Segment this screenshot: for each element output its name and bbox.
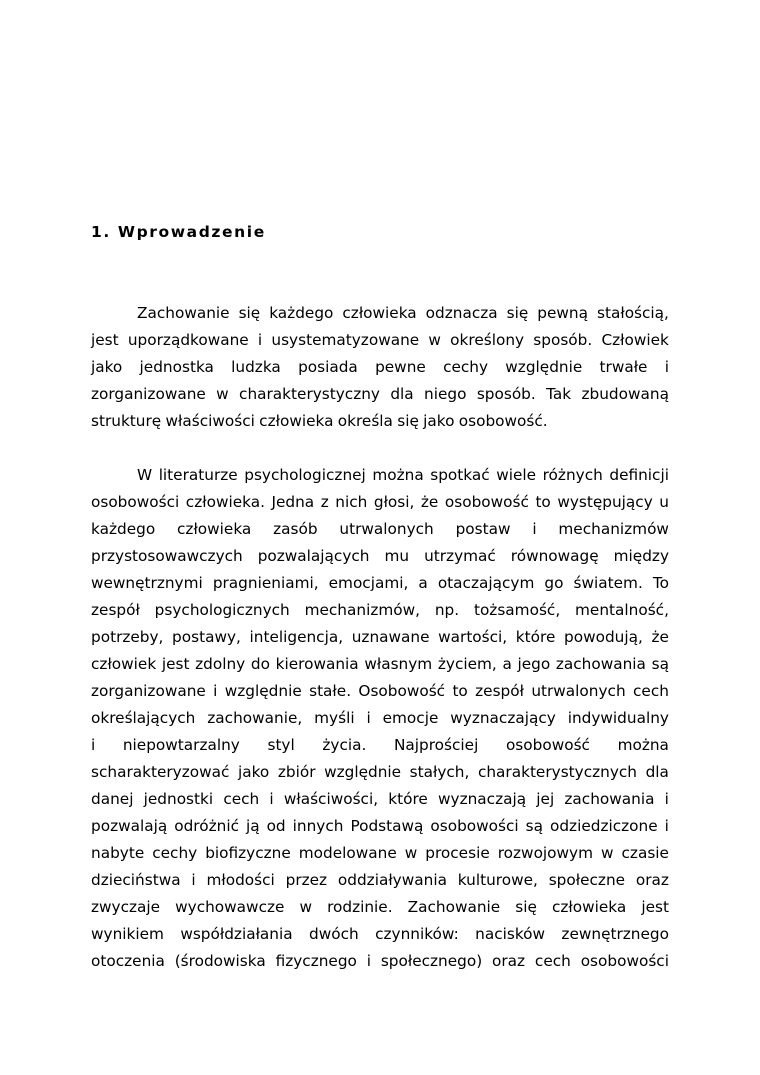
text-line: Zachowanie się każdego człowieka odznacza się pewną stałością,	[137, 304, 669, 322]
text-line: każdego człowieka zasób utrwalonych postaw i mechanizmów	[91, 520, 669, 538]
text-line: zorganizowane i względnie stałe. Osobowość to zespół utrwalonych cech	[91, 682, 669, 700]
text-line: zwyczaje wychowawcze w rodzinie. Zachowanie się człowieka jest	[91, 898, 669, 916]
text-line: pozwalają odróżnić ją od innych Podstawą osobowości są odziedziczone i	[91, 817, 669, 835]
text-line: scharakteryzować jako zbiór względnie stałych, charakterystycznych dla	[91, 763, 669, 781]
text-line: człowiek jest zdolny do kierowania własnym życiem, a jego zachowania są	[91, 655, 669, 673]
text-line: danej jednostki cech i właściwości, które wyznaczają jej zachowania i	[91, 790, 669, 808]
text-line: przystosowawczych pozwalających mu utrzymać równowagę między	[91, 547, 669, 565]
text-line: określających zachowanie, myśli i emocje wyznaczający indywidualny	[91, 709, 669, 727]
text-line: jako jednostka ludzka posiada pewne cechy względnie trwałe i	[91, 358, 669, 376]
text-line: osobowości człowieka. Jedna z nich głosi, że osobowość to występujący u	[91, 493, 669, 511]
text-line: i niepowtarzalny styl życia. Najprościej osobowość można	[91, 736, 669, 754]
text-line: jest uporządkowane i usystematyzowane w określony sposób. Człowiek	[91, 331, 669, 349]
text-line: dzieciństwa i młodości przez oddziaływania kulturowe, społeczne oraz	[91, 871, 669, 889]
text-line: potrzeby, postawy, inteligencja, uznawane wartości, które powodują, że	[91, 628, 669, 646]
text-line: W literaturze psychologicznej można spotkać wiele różnych definicji	[137, 466, 669, 484]
text-line: nabyte cechy biofizyczne modelowane w procesie rozwojowym w czasie	[91, 844, 669, 862]
text-line: zorganizowane w charakterystyczny dla niego sposób. Tak zbudowaną	[91, 385, 669, 403]
text-line: strukturę właściwości człowieka określa się jako osobowość.	[91, 412, 548, 430]
text-line: otoczenia (środowiska fizycznego i społecznego) oraz cech osobowości	[91, 952, 669, 970]
paragraph-1	[91, 300, 669, 435]
paragraph-2	[91, 462, 669, 975]
section-heading: 1. Wprowadzenie	[91, 223, 266, 241]
text-line: zespół psychologicznych mechanizmów, np. tożsamość, mentalność,	[91, 601, 669, 619]
text-line: wynikiem współdziałania dwóch czynników: nacisków zewnętrznego	[91, 925, 669, 943]
text-line: wewnętrznymi pragnieniami, emocjami, a otaczającym go światem. To	[91, 574, 669, 592]
